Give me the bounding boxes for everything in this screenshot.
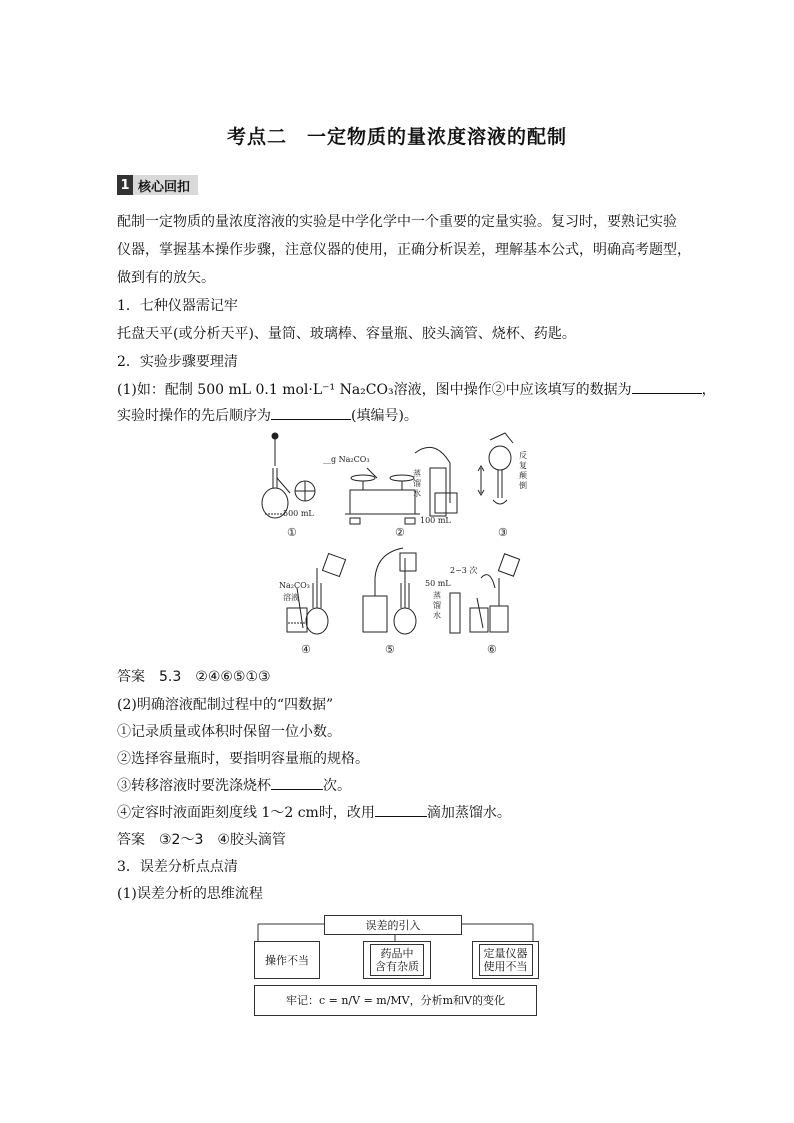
water2-label-1: 蒸 [433, 591, 441, 600]
question-1-line-2 [117, 405, 682, 425]
step3-invert-flask [478, 433, 513, 504]
answer-blank-data [632, 381, 702, 394]
rule-3-text: ③转移溶液时要洗涤烧杯 [117, 778, 271, 794]
flow-error-source: 误差的引入 [324, 915, 462, 935]
water-label-1: 蒸 [413, 469, 421, 478]
invert-label-1: 反 [519, 451, 527, 460]
cylinder-volume-label: 50 mL [425, 579, 451, 588]
answer-1: 答案 5.3 ②④⑥⑤①③ [117, 669, 271, 685]
flow-instrument-misuse [472, 941, 539, 979]
answer-blank-dropper [375, 804, 427, 817]
rule-4-text: ④定容时液面距刻度线 1～2 cm时，改用 [117, 805, 375, 821]
error-flow-heading: (1)误差分析的思维流程 [117, 886, 263, 902]
step-label-4: ④ [301, 643, 311, 656]
flow-improper-operation: 操作不当 [254, 941, 320, 979]
flow-mid-line-1: 药品中 [380, 947, 414, 960]
question-1-text: (1)如：配制 500 mL 0.1 mol·L⁻¹ Na₂CO₃溶液，图中操作②中应该填写的数据为 [117, 382, 632, 398]
flask-volume-label: 500 mL [283, 509, 314, 518]
flow-right-line-1: 定量仪器 [483, 947, 528, 960]
flow-formula: 牢记：c = n/V = m/MV，分析m和V的变化 [254, 985, 537, 1016]
solution-label-1: Na₂CO₃ [279, 581, 310, 590]
intro-line-1: 配制一定物质的量浓度溶液的实验是中学化学中一个重要的定量实验。复习时，要熟记实验 [117, 214, 677, 230]
question-1-comma: ， [701, 382, 716, 398]
water2-label-3: 水 [433, 611, 441, 620]
heading-error: 3．误差分析点点清 [117, 859, 238, 875]
invert-label-4: 倒 [519, 481, 527, 490]
error-flowchart [254, 913, 537, 1016]
page-title: 考点二 一定物质的量浓度溶液的配制 [226, 126, 567, 148]
solution-label-2: 溶液 [283, 593, 299, 602]
question-1-line-1 [117, 379, 716, 399]
rule-3-end: 次。 [323, 778, 351, 794]
water-label-3: 水 [413, 489, 421, 498]
rule-4-end: 滴加蒸馏水。 [426, 805, 511, 821]
invert-label-2: 复 [519, 461, 527, 470]
step-label-2: ② [395, 526, 405, 539]
flow-mid-line-2: 含有杂质 [375, 960, 419, 973]
instruments-list: 托盘天平(或分析天平)、量筒、玻璃棒、容量瓶、胶头滴管、烧杯、药匙。 [117, 326, 576, 342]
rule-2: ②选择容量瓶时，要指明容量瓶的规格。 [117, 751, 369, 767]
intro-line-3: 做到有的放矢。 [117, 270, 215, 286]
water-label-2: 馏 [413, 479, 421, 488]
heading-steps: 2．实验步骤要理清 [117, 354, 238, 370]
rule-3 [117, 775, 682, 795]
beaker-volume-label: 100 mL [420, 516, 451, 525]
heading-instruments: 1．七种仪器需记牢 [117, 298, 238, 314]
reagent-label: __g Na₂CO₃ [323, 455, 370, 464]
section-header [117, 175, 198, 195]
flow-right-line-2: 使用不当 [483, 960, 528, 973]
water2-label-2: 馏 [433, 601, 441, 610]
step-label-1: ① [287, 526, 297, 539]
four-numbers-heading: (2)明确溶液配制过程中的“四数据” [117, 697, 334, 713]
rule-4 [117, 802, 682, 822]
answer-blank-wash [271, 777, 323, 790]
step-label-3: ③ [498, 526, 508, 539]
answer-2: 答案 ③2～3 ④胶头滴管 [117, 832, 286, 848]
answer-blank-order [271, 407, 351, 420]
intro-line-2: 仪器，掌握基本操作步骤，注意仪器的使用，正确分析误差，理解基本公式，明确高考题型， [117, 242, 691, 258]
invert-label-3: 颠 [519, 471, 527, 480]
procedure-figure [255, 428, 545, 658]
flow-impure-reagent [363, 941, 431, 979]
question-1-order-text: 实验时操作的先后顺序为 [117, 408, 271, 424]
question-1-note: (填编号)。 [351, 408, 418, 424]
step-label-6: ⑥ [487, 643, 497, 656]
rule-1: ①记录质量或体积时保留一位小数。 [117, 724, 341, 740]
step1-volumetric-flask [262, 433, 315, 518]
step-label-5: ⑤ [385, 643, 395, 656]
section-number: 1 [117, 175, 133, 195]
procedure-diagram [255, 428, 545, 658]
step5-rinse-bottle [363, 548, 416, 634]
section-label: 核心回扣 [133, 175, 198, 195]
times-label: 2~3 次 [450, 566, 478, 575]
